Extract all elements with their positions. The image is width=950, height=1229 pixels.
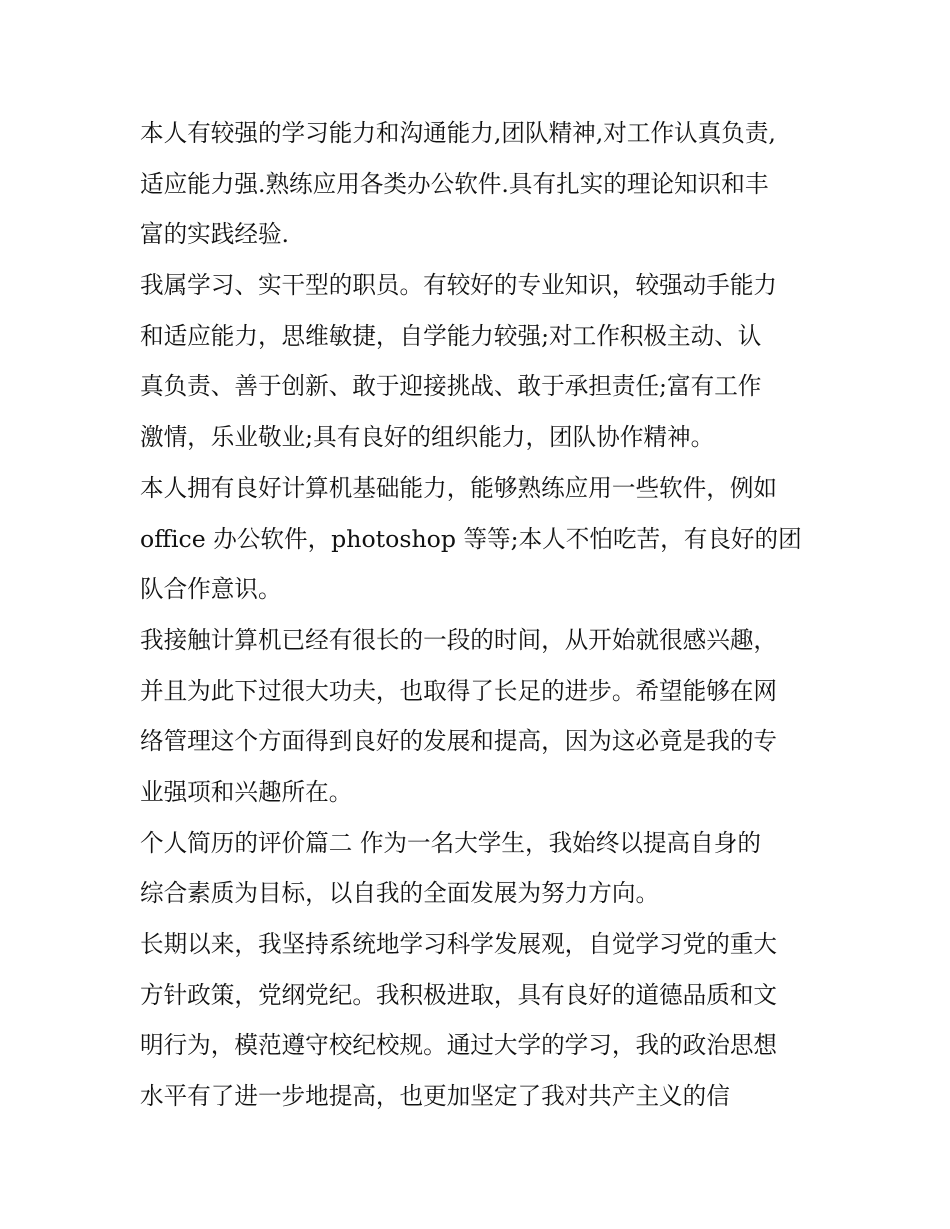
text-line: 真负责、善于创新、敢于迎接挑战、敢于承担责任;富有工作 <box>140 372 762 401</box>
text-line: 并且为此下过很大功夫，也取得了长足的进步。希望能够在网 <box>140 676 778 705</box>
text-line: 和适应能力，思维敏捷，自学能力较强;对工作积极主动、认 <box>140 321 762 350</box>
text-line: 我接触计算机已经有很长的一段的时间，从开始就很感兴趣， <box>140 625 778 654</box>
text-line: 本人拥有良好计算机基础能力，能够熟练应用一些软件，例如 <box>140 473 778 502</box>
text-line: 富的实践经验. <box>140 220 290 249</box>
text-line: 明行为，模范遵守校纪校规。通过大学的学习，我的政治思想 <box>140 1031 778 1060</box>
document-body <box>140 108 816 1122</box>
text-line: 业强项和兴趣所在。 <box>140 777 353 806</box>
text-line: 适应能力强.熟练应用各类办公软件.具有扎实的理论知识和丰 <box>140 169 769 198</box>
text-line: 队合作意识。 <box>140 575 282 604</box>
text-line: office 办公软件，photoshop 等等;本人不怕吃苦，有良好的团 <box>140 524 802 553</box>
text-line: 水平有了进一步地提高，也更加坚定了我对共产主义的信 <box>140 1082 730 1111</box>
text-line: 长期以来，我坚持系统地学习科学发展观，自觉学习党的重大 <box>140 930 778 958</box>
text-line: 综合素质为目标，以自我的全面发展为努力方向。 <box>140 879 660 908</box>
text-line: 络管理这个方面得到良好的发展和提高，因为这必竟是我的专 <box>140 727 778 756</box>
text-line: 方针政策，党纲党纪。我积极进取，具有良好的道德品质和文 <box>140 980 778 1009</box>
text-line: 本人有较强的学习能力和沟通能力,团队精神,对工作认真负责, <box>140 119 776 147</box>
text-line: 激情，乐业敬业;具有良好的组织能力，团队协作精神。 <box>140 423 715 452</box>
text-line: 我属学习、实干型的职员。有较好的专业知识，较强动手能力 <box>140 271 778 300</box>
text-line: 个人简历的评价篇二 作为一名大学生，我始终以提高自身的 <box>140 828 761 857</box>
